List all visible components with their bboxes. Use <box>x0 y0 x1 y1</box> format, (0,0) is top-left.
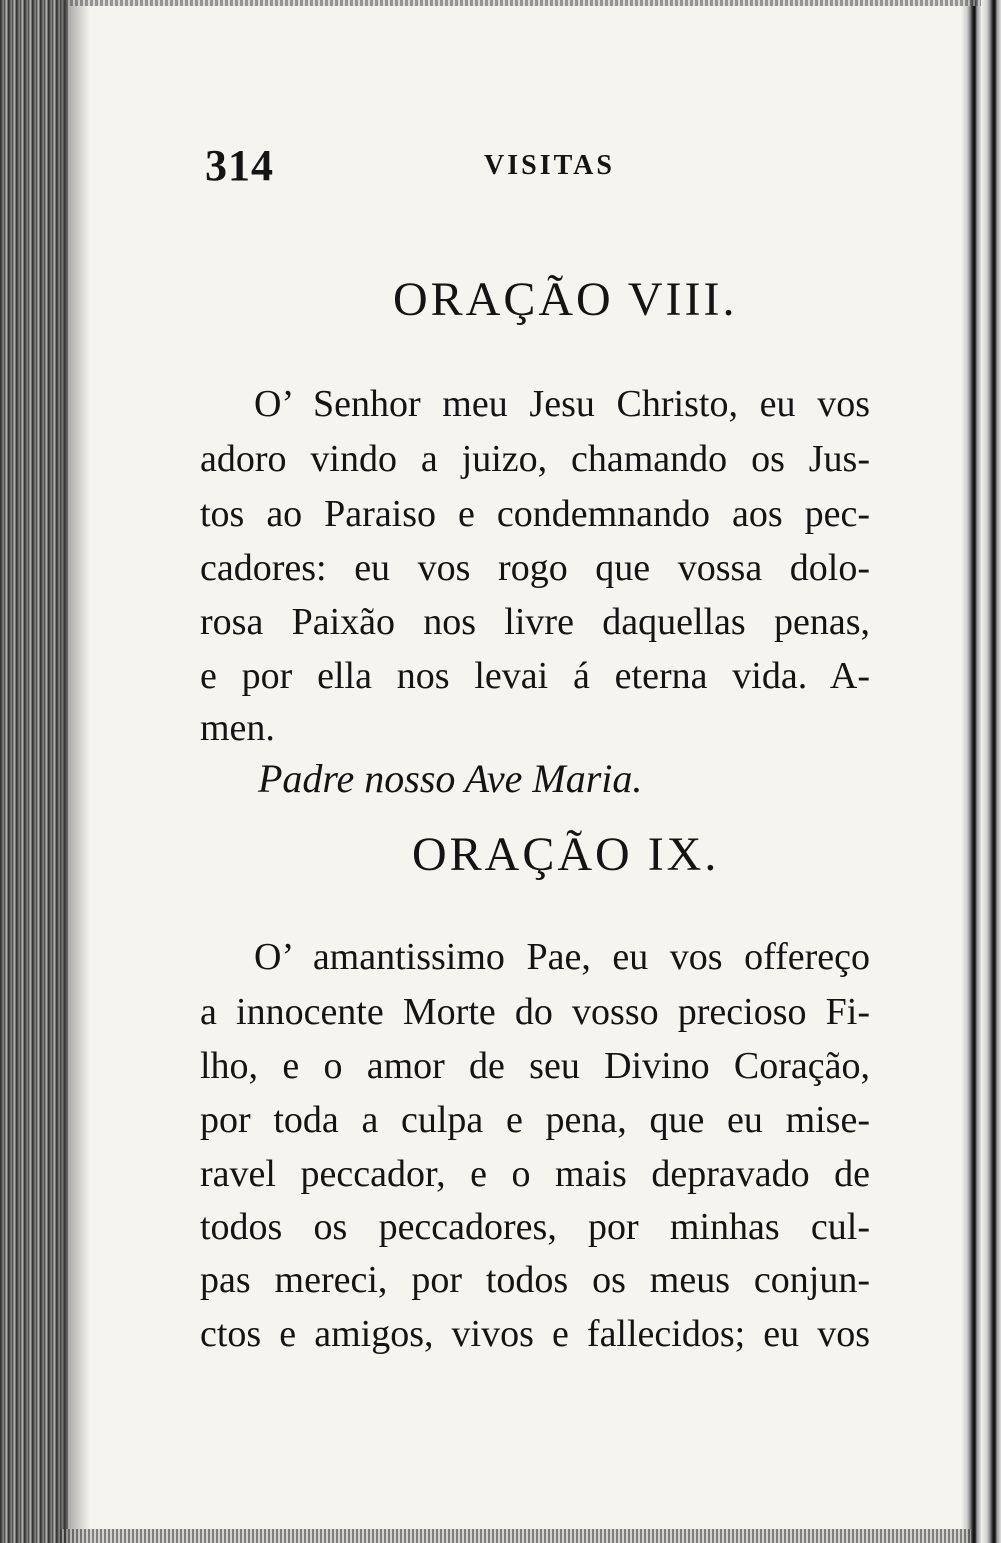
text-line: ravel peccador, e o mais depravado de <box>200 1153 870 1195</box>
text-line: tos ao Paraiso e condemnando aos pec- <box>200 493 870 535</box>
text-line: O’ amantissimo Pae, eu vos offereço <box>254 936 870 978</box>
page-number: 314 <box>205 141 274 190</box>
text-line: cadores: eu vos rogo que vossa dolo- <box>200 547 870 589</box>
text-line: rosa Paixão nos livre daquellas penas, <box>200 601 870 643</box>
section-heading: ORAÇÃO VIII. <box>393 273 738 326</box>
section-heading: ORAÇÃO IX. <box>412 828 720 881</box>
text-line: a innocente Morte do vosso precioso Fi- <box>200 991 870 1033</box>
text-line: todos os peccadores, por minhas cul- <box>200 1206 870 1248</box>
book-spine-shadow <box>0 0 68 1543</box>
text-line: adoro vindo a juizo, chamando os Jus- <box>200 438 870 480</box>
text-line: por toda a culpa e pena, que eu mise- <box>200 1099 870 1141</box>
text-line: e por ella nos levai á eterna vida. A- <box>200 655 870 697</box>
text-line: O’ Senhor meu Jesu Christo, eu vos <box>254 383 870 425</box>
prayer-line: Padre nosso Ave Maria. <box>258 756 643 801</box>
running-title: VISITAS <box>484 150 615 181</box>
page-edge-right <box>961 0 1001 1543</box>
text-line: men. <box>200 707 275 749</box>
gutter-shadow <box>60 0 90 1543</box>
page-edge-bottom <box>60 1529 971 1543</box>
page-edge-top <box>70 0 981 6</box>
text-line: pas mereci, por todos os meus conjun- <box>200 1259 870 1301</box>
text-line: lho, e o amor de seu Divino Coração, <box>200 1045 870 1087</box>
text-line: ctos e amigos, vivos e fallecidos; eu vos <box>200 1313 870 1355</box>
